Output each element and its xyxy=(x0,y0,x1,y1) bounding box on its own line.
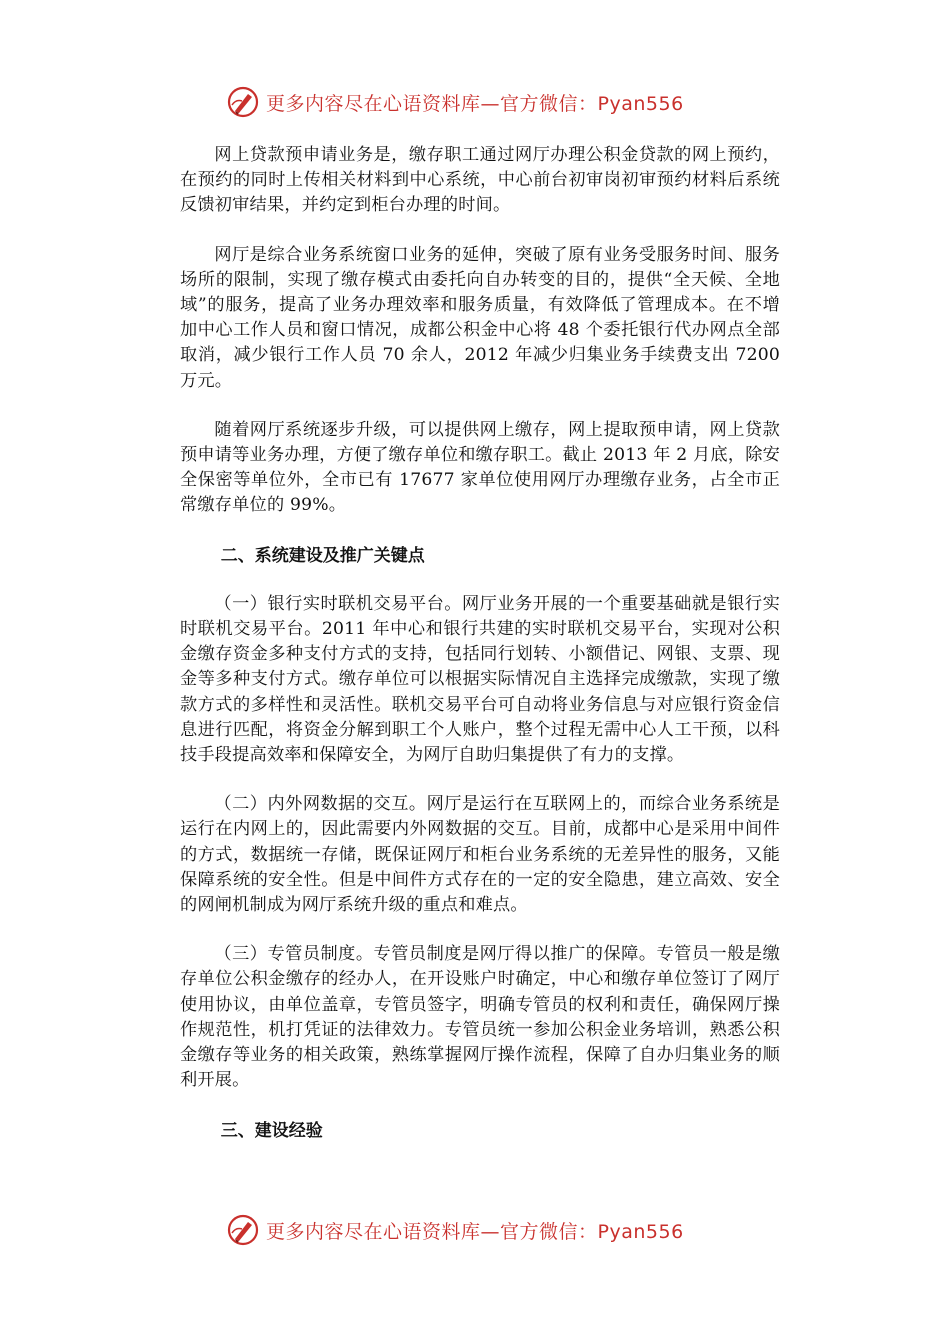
banner-text: 更多内容尽在心语资料库—官方微信：Pyan556 xyxy=(266,92,684,115)
banner-text: 更多内容尽在心语资料库—官方微信：Pyan556 xyxy=(266,1220,684,1243)
paragraph-data-exchange: （二）内外网数据的交互。网厅是运行在互联网上的，而综合业务系统是运行在内网上的，因此需要内外网数据的交互。目前，成都中心是采用中间件的方式，数据统一存储，既保证网厅和柜台业务系统的无差异性的服务，又能保障系统的安全性。但是中间件方式存在的一定的安全隐患，建立高效、安全的网闸机制成为网厅系统升级的重点和难点。 xyxy=(180,794,780,916)
pen-logo-icon xyxy=(226,1213,260,1247)
section-heading-2: 二、系统建设及推广关键点 xyxy=(220,545,425,566)
header-banner xyxy=(226,82,746,122)
paragraph-bank-platform: （一）银行实时联机交易平台。网厅业务开展的一个重要基础就是银行实时联机交易平台。2011 年中心和银行共建的实时联机交易平台，实现对公积金缴存资金多种支付方式的支持，包括同行划转、小额借记、网银、支票、现金等多种支付方式。缴存单位可以根据实际情况自主选择完成缴款，实现了缴款方式的多样性和灵活性。联机交易平台可自动将业务信息与对应银行资金信息进行匹配，将资金分解到职工个人账户，整个过程无需中心人工干预，以科技手段提高效率和保障安全，为网厅自助归集提供了有力的支撑。 xyxy=(180,593,780,766)
paragraph-specialist: （三）专管员制度。专管员制度是网厅得以推广的保障。专管员一般是缴存单位公积金缴存的经办人，在开设账户时确定，中心和缴存单位签订了网厅使用协议，由单位盖章，专管员签字，明确专管员的权利和责任，确保网厅操作规范性，机打凭证的法律效力。专管员统一参加公积金业务培训，熟悉公积金缴存等业务的相关政策，熟练掌握网厅操作流程，保障了自办归集业务的顺利开展。 xyxy=(180,944,780,1091)
pen-logo-icon xyxy=(226,85,260,119)
document-body xyxy=(180,143,780,1169)
paragraph-online-loan: 网上贷款预申请业务是，缴存职工通过网厅办理公积金贷款的网上预约，在预约的同时上传相关材料到中心系统，中心前台初审岗初审预约材料后系统反馈初审结果，并约定到柜台办理的时间。 xyxy=(180,145,780,216)
footer-banner xyxy=(226,1210,746,1250)
section-heading-3: 三、建设经验 xyxy=(220,1120,323,1141)
paragraph-online-hall: 网厅是综合业务系统窗口业务的延伸，突破了原有业务受服务时间、服务场所的限制，实现了缴存模式由委托向自办转变的目的，提供“全天候、全地域”的服务，提高了业务办理效率和服务质量，有效降低了管理成本。在不增加中心工作人员和窗口情况，成都公积金中心将 48 个委托银行代办网点全部取消，减少银行工作人员 70 余人，2012 年减少归集业务手续费支出 7200 万元。 xyxy=(180,244,780,391)
paragraph-upgrade: 随着网厅系统逐步升级，可以提供网上缴存，网上提取预申请，网上贷款预申请等业务办理，方便了缴存单位和缴存职工。截止 2013 年 2 月底，除安全保密等单位外，全市已有 17677 家单位使用网厅办理缴存业务，占全市正常缴存单位的 99%。 xyxy=(180,419,780,516)
